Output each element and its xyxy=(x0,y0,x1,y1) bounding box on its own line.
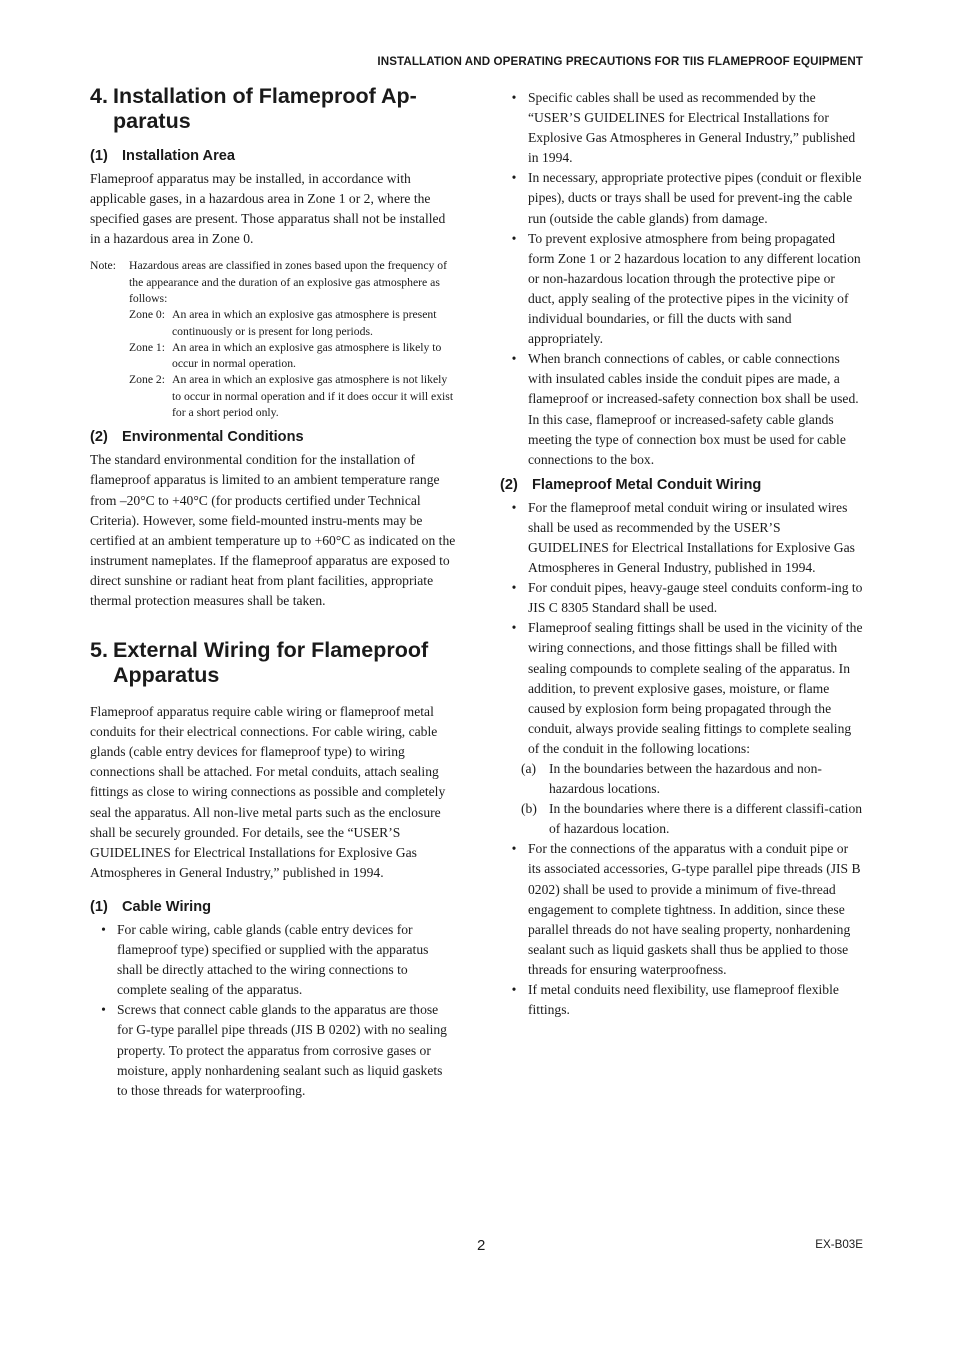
subsection-title: Installation Area xyxy=(122,148,235,164)
conduit-wiring-heading xyxy=(500,475,864,495)
installation-area-heading xyxy=(90,146,456,166)
list-item xyxy=(500,498,864,578)
list-item xyxy=(500,618,864,759)
list-item-text: When branch connections of cables, or cable connections with insulated cables inside the conduit pipes are made, a flameproof or increased-safety connection box shall be used. In this case, flameproof or increased-safety cable glands meeting the type of connection box must be used for cable connections to the box. xyxy=(528,351,859,467)
bullet-icon: • xyxy=(101,1002,106,1018)
left-column xyxy=(90,84,456,1101)
cable-wiring-list xyxy=(90,920,456,1101)
list-item-text: To prevent explosive atmosphere from being propagated form Zone 1 or 2 hazardous location to any different location or non-hazardous location through the protective pipe or duct, apply sealing of the protective pipes in the vicinity of individual boundaries, or fill the ducts with sand appropriately. xyxy=(528,230,861,347)
list-item xyxy=(500,349,864,470)
bullet-icon: • xyxy=(511,499,517,515)
note-label: Note: xyxy=(90,259,116,273)
zone-label: Zone 0: xyxy=(129,308,166,322)
zone-2-definition xyxy=(129,372,456,421)
conduit-wiring-list xyxy=(500,498,864,759)
list-item xyxy=(90,920,456,1000)
subsection-number: (1) xyxy=(90,898,108,915)
list-item-text: For conduit pipes, heavy-gauge steel conduits conform-ing to JIS C 8305 Standard shall be used. xyxy=(528,580,863,616)
bullet-icon: • xyxy=(511,982,517,998)
subsection-title: Flameproof Metal Conduit Wiring xyxy=(532,476,762,493)
list-item-text: Specific cables shall be used as recommended by the “USER’S GUIDELINES for Electrical Installations for Explosive Gas Atmospheres in General Industry,” published in 1994. xyxy=(528,90,856,166)
list-item-text: In the boundaries where there is a different classifi-cation of hazardous location. xyxy=(549,801,863,837)
list-item-text: Screws that connect cable glands to the apparatus are those for G-type parallel pipe threads (JIS B 0202) with no sealing property. To protect the apparatus from corrosive gases or moisture, apply nonhardening sealant such as liquid gaskets to those threads for waterproofing. xyxy=(117,1002,447,1098)
sealing-locations-list xyxy=(500,759,864,839)
list-item xyxy=(500,168,864,228)
subsection-number: (1) xyxy=(90,148,108,164)
section-4-title: Installation of Flameproof Ap-paratus xyxy=(113,84,417,133)
cable-wiring-heading xyxy=(90,897,456,917)
bullet-icon: • xyxy=(511,620,517,636)
subsection-number: (2) xyxy=(500,476,518,493)
bullet-icon: • xyxy=(101,921,106,937)
installation-area-text: Flameproof apparatus may be installed, in accordance with applicable gases, in a hazardous area in Zone 1 or 2, where the specified gases are present. Those apparatus shall not be installed in a hazardous area in Zone 0. xyxy=(90,171,446,247)
right-column xyxy=(500,88,864,1020)
zone-text: An area in which an explosive gas atmosphere is not likely to occur in normal operation and if it does occur it will exist for a short period only. xyxy=(172,373,454,420)
section-4-heading xyxy=(90,84,456,134)
environmental-conditions-text: The standard environmental condition for the installation of flameproof apparatus is limited to an ambient temperature range from –20°C to +40°C (for products certified under Technical Criteria). However, some field-mounted instru-ments may be certified at an ambient temperature up to +60°C as indicated on the instrument nameplates. If the flameproof apparatus are exposed to direct sunshine or radiant heat from plant facilities, appropriate thermal protection measures shall be taken. xyxy=(90,452,456,608)
list-item-text: In necessary, appropriate protective pipes (conduit or flexible pipes), ducts or trays shall be used for prevent-ing the cable run (outside the cable glands) from damage. xyxy=(528,170,862,226)
list-item-text: For the connections of the apparatus with a conduit pipe or its associated accessories, G-type parallel pipe threads (JIS B 0202) shall be used to provide a minimum of five-thread engagement to complete tightness. In addition, since these parallel threads do not have sealing property, nonhardening sealant such as liquid gaskets shall thus be applied to those threads for ensuring waterproofness. xyxy=(528,841,861,977)
list-item-text: If metal conduits need flexibility, use flameproof flexible fittings. xyxy=(528,982,839,1018)
list-item-text: For cable wiring, cable glands (cable entry devices for flameproof type) specified or supplied with the apparatus shall be directly attached to the wiring connections to complete sealing of the apparatus. xyxy=(117,921,429,998)
list-item xyxy=(500,88,864,168)
list-item xyxy=(521,759,864,799)
zone-label: Zone 2: xyxy=(129,373,166,387)
cable-wiring-list-continued xyxy=(500,88,864,470)
zone-text: An area in which an explosive gas atmosphere is likely to occur in normal operation. xyxy=(172,340,442,371)
zone-note xyxy=(90,258,456,421)
section-5-title: External Wiring for Flameproof Apparatus xyxy=(113,638,429,688)
bullet-icon: • xyxy=(511,170,517,186)
note-intro: Hazardous areas are classified in zones based upon the frequency of the appearance and the duration of an explosive gas atmosphere as follows: xyxy=(129,259,448,305)
document-code: EX-B03E xyxy=(815,1238,863,1251)
zone-text: An area in which an explosive gas atmosphere is present continuously or is present for long periods. xyxy=(172,308,437,338)
list-item xyxy=(500,229,864,350)
list-item xyxy=(521,799,864,839)
list-item-text: Flameproof sealing fittings shall be used in the vicinity of the wiring connections, and those fittings shall be filled with sealing compounds to complete sealing of the apparatus. In addition, to prevent explosive gases, moisture, or flame caused by explosion form being propagated through the conduit, always provide sealing fittings to complete sealing of the conduit in the following locations: xyxy=(528,620,863,756)
list-item xyxy=(500,578,864,618)
list-item xyxy=(90,1000,456,1100)
bullet-icon: • xyxy=(511,351,517,367)
subsection-title: Cable Wiring xyxy=(122,898,212,915)
list-item-text: In the boundaries between the hazardous and non-hazardous locations. xyxy=(549,761,822,797)
bullet-icon: • xyxy=(511,90,517,105)
item-label: (b) xyxy=(521,801,537,817)
zone-0-definition xyxy=(129,307,456,340)
list-item xyxy=(500,980,864,1020)
conduit-wiring-list-continued xyxy=(500,839,864,1020)
bullet-icon: • xyxy=(511,841,517,857)
list-item-text: For the flameproof metal conduit wiring or insulated wires shall be used as recommended by the USER’S GUIDELINES for Electrical Installations for Explosive Gas Atmospheres in General Industry, published in 1994. xyxy=(528,499,855,576)
section-5-number: 5. xyxy=(90,638,108,663)
external-wiring-intro: Flameproof apparatus require cable wiring or flameproof metal conduits for their electrical connections. For cable wiring, cable glands (cable entry devices for flameproof type) to wiring connections shall be attached. For metal conduits, attach sealing fittings as close to wiring connections as possible and completely seal the apparatus. All non-live metal parts such as the enclosure shall be securely grounded. For details, see the “USER’S GUIDELINES for Electrical Installations for Explosive Gas Atmospheres in General Industry,” published in 1994. xyxy=(90,704,446,880)
environmental-conditions-heading xyxy=(90,427,456,447)
zone-1-definition xyxy=(129,340,456,373)
section-4-number: 4. xyxy=(90,84,108,108)
section-5-heading xyxy=(90,638,456,688)
page-number: 2 xyxy=(477,1237,486,1254)
bullet-icon: • xyxy=(511,230,517,246)
zone-label: Zone 1: xyxy=(129,340,166,354)
bullet-icon: • xyxy=(511,580,517,596)
item-label: (a) xyxy=(521,761,537,776)
subsection-title: Environmental Conditions xyxy=(122,429,304,446)
running-header: INSTALLATION AND OPERATING PRECAUTIONS FOR TIIS FLAMEPROOF EQUIPMENT xyxy=(377,55,863,68)
list-item xyxy=(500,839,864,980)
subsection-number: (2) xyxy=(90,429,108,446)
